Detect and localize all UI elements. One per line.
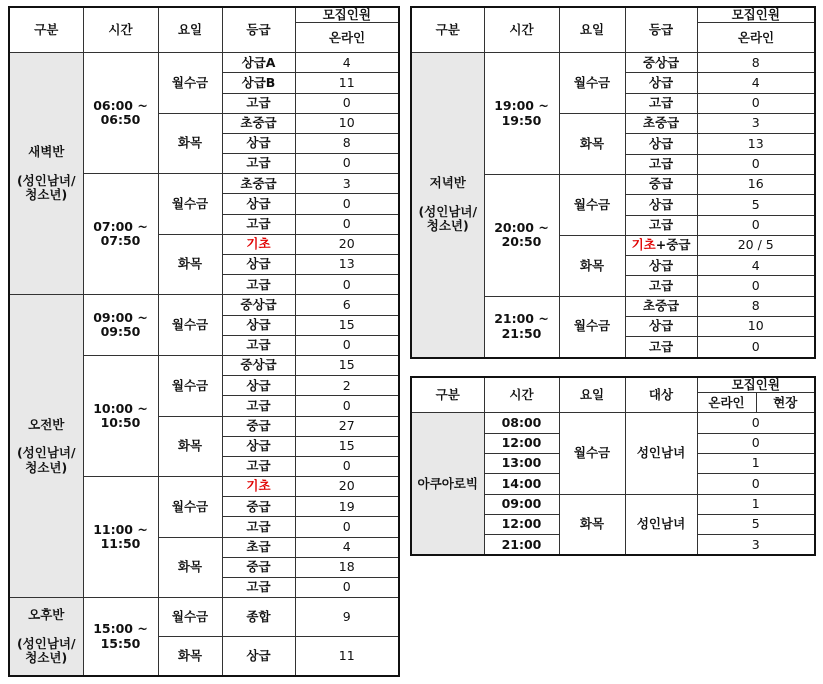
t2-grade-cell: 상급 xyxy=(625,73,697,93)
t2-grade-cell: 중상급 xyxy=(625,53,697,73)
t3-header-target: 대상 xyxy=(625,377,697,413)
t1-grade-cell: 초급 xyxy=(222,537,295,557)
t2-count-cell: 0 xyxy=(697,154,815,174)
t2-grade-cell: 고급 xyxy=(625,276,697,296)
t2-grade-cell: 고급 xyxy=(625,215,697,235)
t3-time-cell: 12:00 xyxy=(484,433,559,453)
t2-grade-cell: 상급 xyxy=(625,256,697,276)
t1-header-day: 요일 xyxy=(158,7,222,53)
t1-count-cell: 11 xyxy=(295,637,399,677)
t1-count-cell: 20 xyxy=(295,477,399,497)
t1-grade-cell: 중상급 xyxy=(222,295,295,315)
t3-header-category: 구분 xyxy=(411,377,484,413)
t1-time-cell: 06:00 ~ 06:50 xyxy=(83,53,158,174)
t2-time-cell: 21:00 ~ 21:50 xyxy=(484,296,559,357)
t1-grade-cell: 상급 xyxy=(222,255,295,275)
t1-count-cell: 4 xyxy=(295,537,399,557)
t1-grade-cell: 상급A xyxy=(222,53,295,73)
t2-count-cell: 8 xyxy=(697,296,815,316)
t3-time-cell: 08:00 xyxy=(484,413,559,433)
highlight-grade-text: 기초 xyxy=(631,237,656,253)
table-row xyxy=(9,295,399,315)
t1-time-cell: 10:00 ~ 10:50 xyxy=(83,355,158,476)
t1-grade-cell: 중급 xyxy=(222,416,295,436)
t1-header-time: 시간 xyxy=(83,7,158,53)
t1-count-cell: 0 xyxy=(295,456,399,476)
t1-day-cell: 월수금 xyxy=(158,355,222,416)
t1-header-category: 구분 xyxy=(9,7,83,53)
t2-header-category: 구분 xyxy=(411,7,484,53)
t1-count-cell: 15 xyxy=(295,315,399,335)
t3-time-cell: 14:00 xyxy=(484,474,559,494)
t1-count-cell: 0 xyxy=(295,214,399,234)
table-row xyxy=(411,413,815,433)
t1-count-cell: 0 xyxy=(295,578,399,598)
t2-count-cell: 13 xyxy=(697,134,815,154)
highlight-grade-text: 기초 xyxy=(246,236,271,252)
t1-time-cell: 07:00 ~ 07:50 xyxy=(83,174,158,295)
t1-grade-cell: 고급 xyxy=(222,517,295,537)
t3-header-time: 시간 xyxy=(484,377,559,413)
t2-count-cell: 0 xyxy=(697,276,815,296)
t2-day-cell: 월수금 xyxy=(559,174,625,235)
t2-day-cell: 화목 xyxy=(559,114,625,175)
t2-count-cell: 0 xyxy=(697,93,815,113)
t2-grade-cell: 상급 xyxy=(625,134,697,154)
t1-grade-cell: 상급 xyxy=(222,637,295,677)
t1-count-cell: 27 xyxy=(295,416,399,436)
t2-header-recruit: 모집인원 xyxy=(697,7,815,23)
t3-count-cell: 1 xyxy=(697,453,815,473)
t1-grade-cell: 고급 xyxy=(222,396,295,416)
t3-day-cell: 화목 xyxy=(559,494,625,555)
t2-day-cell: 화목 xyxy=(559,235,625,296)
t1-grade-cell: 상급 xyxy=(222,315,295,335)
t2-count-cell: 10 xyxy=(697,316,815,336)
schedule-table-evening xyxy=(410,6,816,359)
schedule-table-aquarobics xyxy=(410,376,816,556)
t1-count-cell: 18 xyxy=(295,557,399,577)
t2-header-time: 시간 xyxy=(484,7,559,53)
t1-count-cell: 15 xyxy=(295,355,399,375)
table-row xyxy=(9,53,399,73)
t2-grade-cell: 고급 xyxy=(625,337,697,358)
t2-day-cell: 월수금 xyxy=(559,53,625,114)
t1-grade-cell: 고급 xyxy=(222,93,295,113)
t1-count-cell: 6 xyxy=(295,295,399,315)
t1-category-cell: 새벽반 (성인남녀/ 청소년) xyxy=(9,53,83,295)
t2-count-cell: 4 xyxy=(697,256,815,276)
t2-grade-cell: 고급 xyxy=(625,93,697,113)
t3-count-cell: 5 xyxy=(697,514,815,534)
t1-category-cell: 오전반 (성인남녀/ 청소년) xyxy=(9,295,83,598)
t2-grade-cell: 상급 xyxy=(625,316,697,336)
t1-day-cell: 월수금 xyxy=(158,53,222,114)
t1-time-cell: 11:00 ~ 11:50 xyxy=(83,477,158,598)
t2-grade-cell: 상급 xyxy=(625,195,697,215)
t2-count-cell: 4 xyxy=(697,73,815,93)
t1-day-cell: 월수금 xyxy=(158,174,222,235)
t1-grade-cell: 고급 xyxy=(222,214,295,234)
t1-grade-cell: 상급 xyxy=(222,376,295,396)
t1-count-cell: 0 xyxy=(295,154,399,174)
t3-time-cell: 13:00 xyxy=(484,453,559,473)
t1-header-online: 온라인 xyxy=(295,23,399,53)
t1-grade-cell: 고급 xyxy=(222,335,295,355)
t2-header-day: 요일 xyxy=(559,7,625,53)
t1-count-cell: 19 xyxy=(295,497,399,517)
t1-count-cell: 0 xyxy=(295,275,399,295)
t1-grade-cell: 고급 xyxy=(222,456,295,476)
t2-grade-cell: 중급 xyxy=(625,174,697,194)
t1-count-cell: 9 xyxy=(295,598,399,637)
t3-day-cell: 월수금 xyxy=(559,413,625,494)
t3-time-cell: 12:00 xyxy=(484,514,559,534)
t1-count-cell: 8 xyxy=(295,133,399,153)
t1-day-cell: 화목 xyxy=(158,637,222,677)
t2-count-cell: 20 / 5 xyxy=(697,235,815,255)
t1-count-cell: 0 xyxy=(295,335,399,355)
t2-time-cell: 19:00 ~ 19:50 xyxy=(484,53,559,175)
schedule-table-morning-afternoon xyxy=(8,6,400,677)
t2-count-cell: 0 xyxy=(697,337,815,358)
t2-day-cell: 월수금 xyxy=(559,296,625,357)
t3-count-cell: 3 xyxy=(697,535,815,556)
t1-grade-cell: 초중급 xyxy=(222,174,295,194)
t3-time-cell: 09:00 xyxy=(484,494,559,514)
table-row xyxy=(411,53,815,73)
t3-time-cell: 21:00 xyxy=(484,535,559,556)
t1-grade-cell: 중급 xyxy=(222,497,295,517)
t1-count-cell: 4 xyxy=(295,53,399,73)
t2-grade-cell: 초중급 xyxy=(625,114,697,134)
t2-time-cell: 20:00 ~ 20:50 xyxy=(484,174,559,296)
t1-grade-cell: 상급 xyxy=(222,194,295,214)
t1-grade-cell: 중급 xyxy=(222,557,295,577)
t1-count-cell: 2 xyxy=(295,376,399,396)
t1-grade-cell xyxy=(222,234,295,254)
t1-grade-cell: 초중급 xyxy=(222,113,295,133)
t2-count-cell: 16 xyxy=(697,174,815,194)
t1-count-cell: 0 xyxy=(295,93,399,113)
t1-header-recruit: 모집인원 xyxy=(295,7,399,23)
t2-category-cell: 저녁반 (성인남녀/ 청소년) xyxy=(411,53,484,358)
t1-count-cell: 0 xyxy=(295,517,399,537)
t3-count-cell: 0 xyxy=(697,474,815,494)
t1-grade-cell: 종합 xyxy=(222,598,295,637)
t3-count-cell: 0 xyxy=(697,413,815,433)
t2-count-cell: 8 xyxy=(697,53,815,73)
t1-time-cell: 15:00 ~ 15:50 xyxy=(83,598,158,677)
t3-count-cell: 0 xyxy=(697,433,815,453)
t1-count-cell: 10 xyxy=(295,113,399,133)
t1-count-cell: 11 xyxy=(295,73,399,93)
t2-grade-cell: 초중급 xyxy=(625,296,697,316)
t1-grade-cell: 상급B xyxy=(222,73,295,93)
t1-header-grade: 등급 xyxy=(222,7,295,53)
t2-header-grade: 등급 xyxy=(625,7,697,53)
t2-count-cell: 0 xyxy=(697,215,815,235)
t3-category-cell: 아쿠아로빅 xyxy=(411,413,484,556)
t1-day-cell: 월수금 xyxy=(158,477,222,538)
t1-count-cell: 20 xyxy=(295,234,399,254)
t3-target-cell: 성인남녀 xyxy=(625,413,697,494)
table-row xyxy=(9,598,399,637)
t1-day-cell: 화목 xyxy=(158,537,222,598)
highlight-grade-text: 기초 xyxy=(246,478,271,494)
t1-count-cell: 0 xyxy=(295,396,399,416)
t1-day-cell: 화목 xyxy=(158,113,222,174)
t1-grade-cell: 상급 xyxy=(222,133,295,153)
t1-grade-cell: 고급 xyxy=(222,578,295,598)
t1-day-cell: 화목 xyxy=(158,416,222,477)
t3-count-cell: 1 xyxy=(697,494,815,514)
t1-count-cell: 3 xyxy=(295,174,399,194)
t1-count-cell: 15 xyxy=(295,436,399,456)
t3-header-online: 온라인 xyxy=(697,393,756,413)
t1-grade-cell: 상급 xyxy=(222,436,295,456)
t1-day-cell: 월수금 xyxy=(158,598,222,637)
t2-grade-cell: 기초+중급 xyxy=(625,235,697,255)
t1-grade-cell: 고급 xyxy=(222,154,295,174)
t3-header-day: 요일 xyxy=(559,377,625,413)
t3-header-recruit: 모집인원 xyxy=(697,377,815,393)
t1-count-cell: 0 xyxy=(295,194,399,214)
t1-day-cell: 화목 xyxy=(158,234,222,295)
t3-header-onsite: 현장 xyxy=(756,393,815,413)
t1-grade-cell: 중상급 xyxy=(222,355,295,375)
t1-count-cell: 13 xyxy=(295,255,399,275)
t1-day-cell: 월수금 xyxy=(158,295,222,356)
t2-count-cell: 5 xyxy=(697,195,815,215)
t3-target-cell: 성인남녀 xyxy=(625,494,697,555)
t1-grade-cell: 고급 xyxy=(222,275,295,295)
t2-header-online: 온라인 xyxy=(697,23,815,53)
t1-time-cell: 09:00 ~ 09:50 xyxy=(83,295,158,356)
t1-category-cell: 오후반 (성인남녀/ 청소년) xyxy=(9,598,83,677)
t1-grade-cell xyxy=(222,477,295,497)
t2-grade-cell: 고급 xyxy=(625,154,697,174)
t2-count-cell: 3 xyxy=(697,114,815,134)
